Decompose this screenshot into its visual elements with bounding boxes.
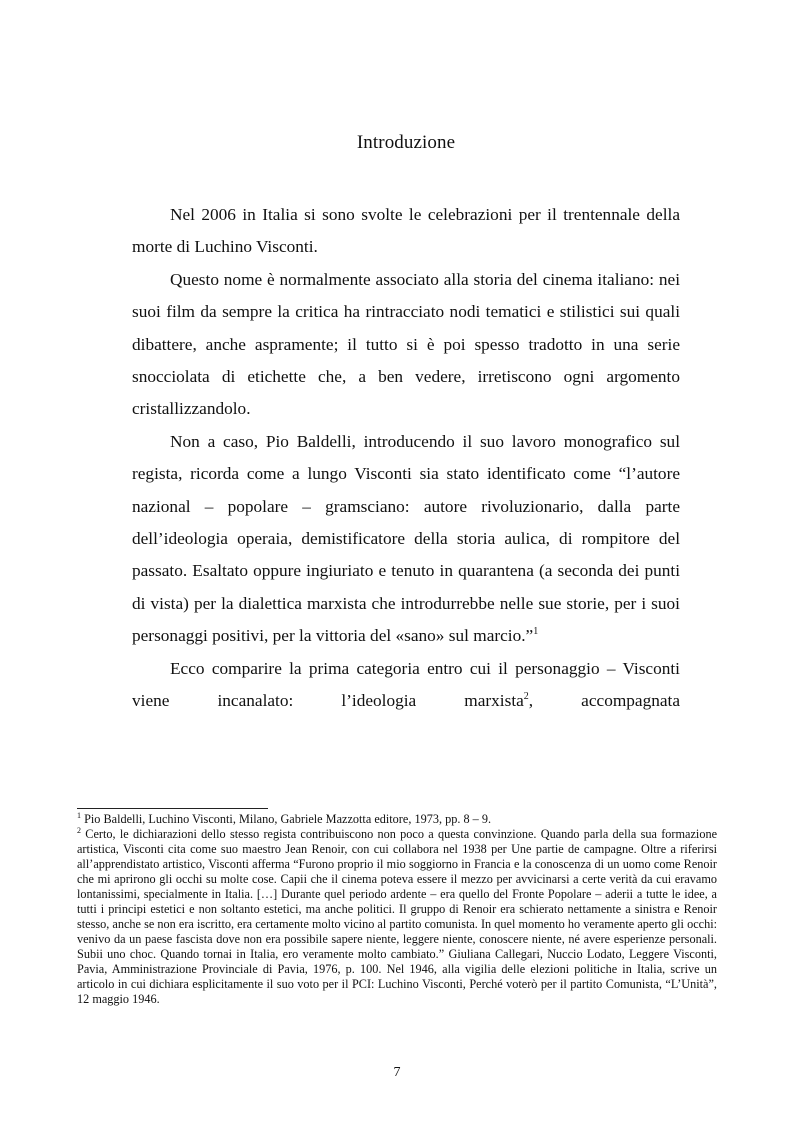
- footnote-1-number: 1: [77, 810, 81, 820]
- page-number: 7: [393, 1065, 401, 1080]
- footnote-1-text: Pio Baldelli, Luchino Visconti, Milano, Gabriele Mazzotta editore, 1973, pp. 8 – 9.: [84, 812, 492, 826]
- footnotes: [77, 812, 717, 1007]
- footnote-2-number: 2: [77, 825, 81, 835]
- footnote-1: [77, 812, 717, 827]
- footnote-separator: [77, 808, 268, 809]
- paragraph-1: [132, 199, 680, 264]
- footnote-2: [77, 827, 717, 1007]
- main-body: [132, 199, 680, 718]
- footnote-ref-1[interactable]: 1: [533, 626, 539, 638]
- paragraph-4-text-before: Ecco comparire la prima categoria entro cui il personaggio – Visconti viene incanalato: l’ideologia marxista: [132, 658, 680, 711]
- paragraph-4: [132, 653, 680, 718]
- paragraph-4-text-after: , accompagnata: [528, 691, 681, 711]
- footnote-ref-2[interactable]: 2: [523, 691, 529, 703]
- paragraph-3: [132, 426, 680, 653]
- chapter-title: Introduzione: [356, 132, 456, 153]
- paragraph-3-text: Non a caso, Pio Baldelli, introducendo il suo lavoro monografico sul regista, ricorda come a lungo Visconti sia stato identificato come “l’autore nazional – popolare – gramsciano: autore rivoluzionario, dalla parte dell’ideologia operaia, demistificatore della storia aulica, di rompitore del passato. Esaltato oppure ingiuriato e tenuto in quarantena (a seconda dei punti di vista) per la dialettica marxista che introdurrebbe nelle sue storie, per i suoi personaggi positivi, per la vittoria del «sano» sul marcio.”: [132, 431, 680, 646]
- footnote-2-text: Certo, le dichiarazioni dello stesso regista contribuiscono non poco a questa convinzione. Quando parla della sua formazione artistica, Visconti cita come suo maestro Jean Renoir, con cui collabora nel 1938 per Une partie de campagne. Oltre a riferirsi all’apprendistato artistico, Visconti afferma “Furono proprio il mio soggiorno in Francia e la conoscenza di un uomo come Renoir che mi aprirono gli occhi su molte cose. Capii che il cinema poteva essere il mezzo per avvicinarsi a certe verità da cui eravamo lontanissimi, specialmente in Italia. […] Durante quel periodo ardente – era quello del Fronte Popolare – aderii a tutte le idee, a tutti i principi estetici e non soltanto estetici, ma anche politici. Il gruppo di Renoir era schierato nettamente a sinistra e Renoir stesso, anche se non era iscritto, era certamente molto vicino al partito comunista. In quel momento ho veramente aperto gli occhi: venivo da un paese fascista dove non era possibile sapere niente, leggere niente, conoscere niente, né avere esperienze personali. Subii uno choc. Quando tornai in Italia, ero veramente molto cambiato.” Giuliana Callegari, Nuccio Lodato, Leggere Visconti, Pavia, Amministrazione Provinciale di Pavia, 1976, p. 100. Nel 1946, alla vigilia delle elezioni politiche in Italia, scrive un articolo in cui dichiara esplicitamente il suo voto per il PCI: Luchino Visconti, Perché voterò per il partito Comunista, “L’Unità”, 12 maggio 1946.: [77, 827, 718, 1006]
- paragraph-2: [132, 264, 680, 426]
- paragraph-2-text: Questo nome è normalmente associato alla storia del cinema italiano: nei suoi film da sempre la critica ha rintracciato nodi tematici e stilistici sui quali dibattere, anche aspramente; il tutto si è poi spesso tradotto in una serie snocciolata di etichette che, a ben vedere, irretiscono ogni argomento cristallizzandolo.: [132, 269, 680, 419]
- paragraph-1-text: Nel 2006 in Italia si sono svolte le celebrazioni per il trentennale della morte di Luchino Visconti.: [132, 205, 680, 257]
